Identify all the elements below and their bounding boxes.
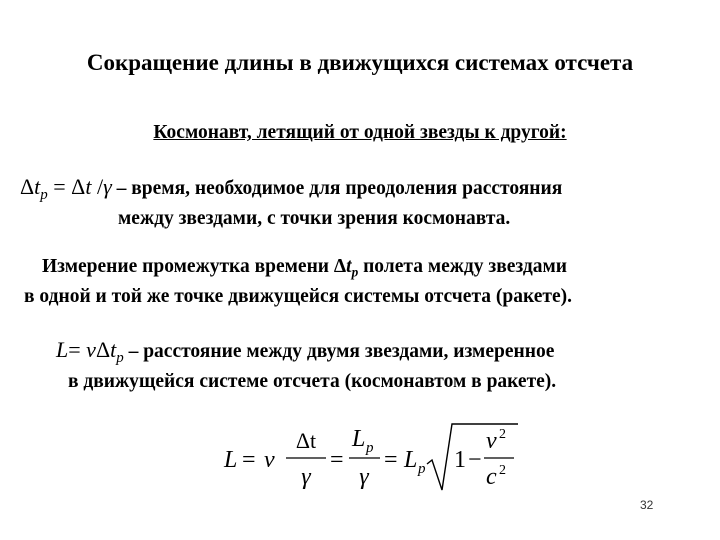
t-subscript: p: [40, 187, 48, 204]
slide-title: Сокращение длины в движущихся системах отсчета: [86, 50, 634, 75]
time-description: – время, необходимое для преодоления расстояния: [111, 178, 563, 199]
L-variable: L: [56, 337, 69, 362]
distance-description: – расстояние между двумя звездами, измеренное: [123, 341, 555, 362]
formula-gamma-1: γ: [301, 464, 311, 490]
delta-symbol-2: Δ: [95, 337, 111, 362]
equals: =: [68, 337, 87, 362]
delta-symbol: Δ: [20, 174, 35, 199]
t-variable-3: t: [346, 256, 352, 277]
formula-eq-1: =: [242, 447, 256, 473]
formula-delta-t: Δt: [295, 428, 317, 453]
gamma-symbol: γ: [103, 174, 112, 199]
formula-v2-exp: 2: [499, 427, 506, 442]
measurement-line-continued: в одной и той же точке движущейся системы отсчета (ракете).: [24, 286, 572, 307]
measurement-line: [42, 256, 567, 278]
formula-c2-exp: 2: [499, 463, 506, 478]
time-equation-line: [20, 174, 563, 204]
formula-eq-2: =: [330, 447, 344, 473]
distance-equation-line: [56, 337, 555, 367]
formula-gamma-2: γ: [359, 464, 369, 490]
page-number: 32: [640, 498, 654, 512]
measurement-text-1: Измерение промежутка времени Δ: [42, 256, 347, 277]
formula-minus: −: [468, 447, 482, 473]
formula-eq-3: =: [384, 447, 398, 473]
measurement-text-2: полета между звездами: [358, 256, 568, 277]
formula-svg: [222, 420, 522, 496]
length-contraction-formula: [222, 420, 522, 496]
t-subscript-3: p: [116, 350, 124, 367]
formula-v2: v: [486, 428, 497, 454]
formula-L2: L: [404, 447, 418, 473]
formula-L2-sub: p: [418, 461, 426, 477]
formula-v: v: [264, 447, 275, 473]
slide-subtitle: Космонавт, летящий от одной звезды к другой:: [153, 122, 567, 143]
formula-one: 1: [454, 447, 466, 473]
t-variable-2: t: [85, 174, 92, 199]
slash: /: [91, 174, 104, 199]
v-variable: v: [86, 337, 96, 362]
distance-description-continued: в движущейся системе отсчета (космонавтом в ракете).: [68, 371, 557, 392]
equals-delta: = Δ: [47, 174, 86, 199]
t-variable-4: t: [110, 337, 117, 362]
t-subscript-2: p: [351, 264, 359, 280]
formula-c2: c: [486, 464, 497, 490]
t-variable: t: [34, 174, 41, 199]
formula-L: L: [224, 447, 238, 473]
time-description-continued: между звездами, с точки зрения космонавта.: [118, 208, 511, 229]
formula-Lp: L: [352, 426, 366, 452]
formula-Lp-sub: p: [366, 440, 374, 456]
